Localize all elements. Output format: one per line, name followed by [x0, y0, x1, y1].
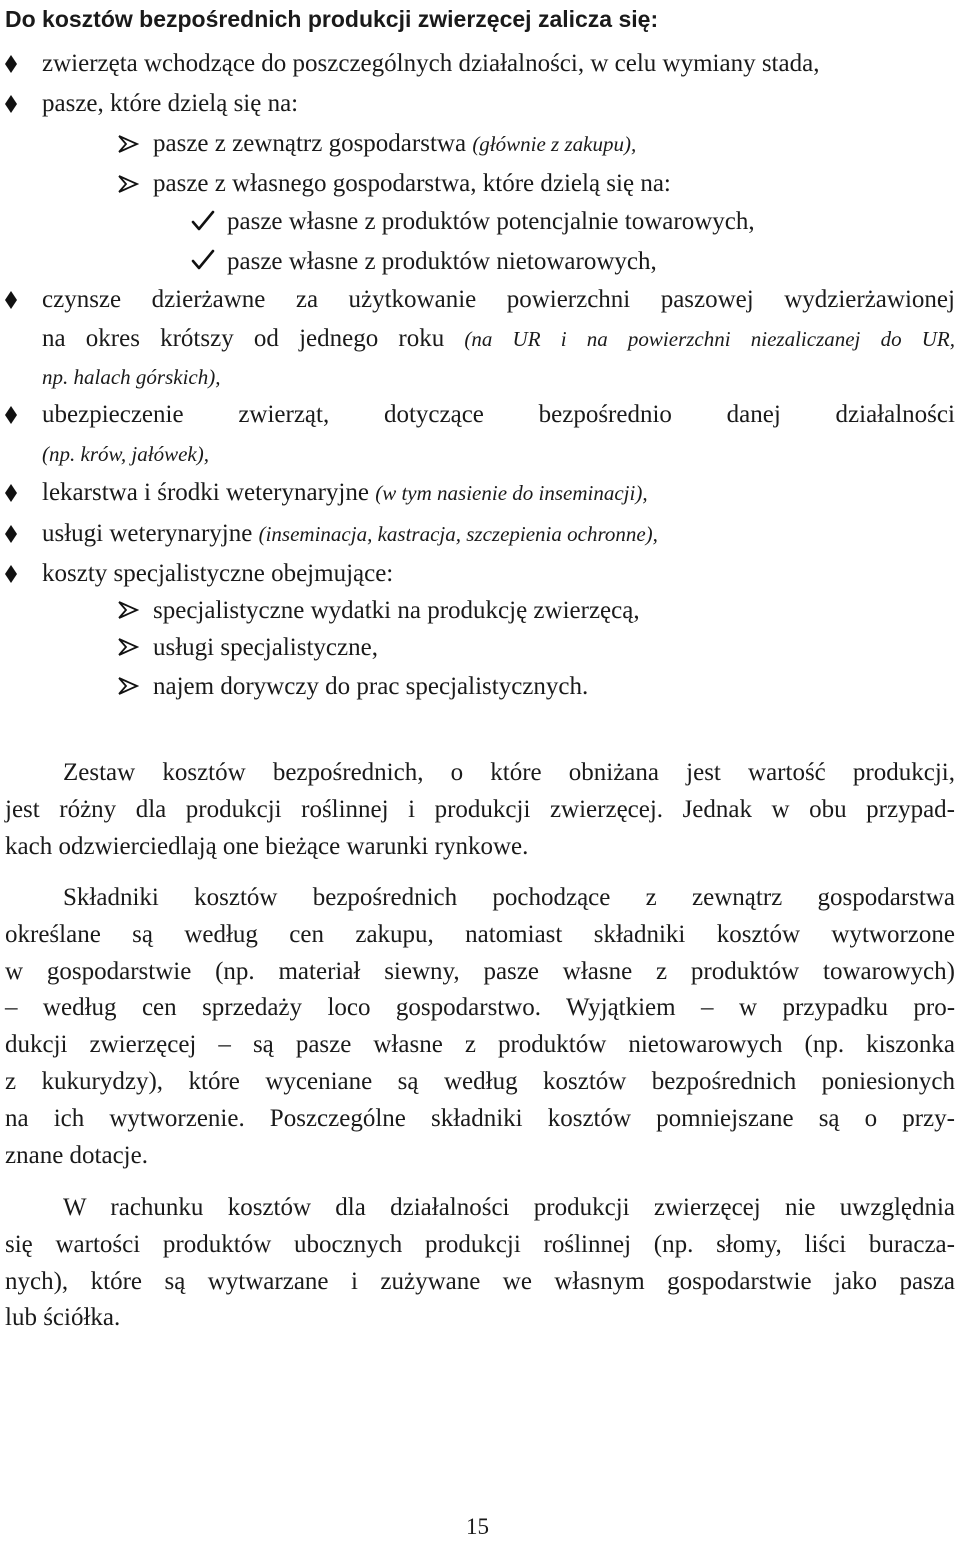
list-item-note: (w tym nasienie do inseminacji),: [375, 481, 648, 505]
arrowhead-bullet-icon: [117, 134, 139, 154]
diamond-bullet-icon: [4, 483, 18, 503]
list-item-note: (np. krów, jałówek),: [42, 442, 209, 466]
paragraph: [5, 755, 955, 865]
list-item-note: (głównie z zakupu),: [472, 132, 637, 156]
list-item: specjalistyczne wydatki na produkcję zwierzęcą,: [153, 597, 640, 624]
paragraph-line: Zestaw kosztów bezpośrednich, o które obniżana jest wartość produkcji,: [63, 759, 955, 786]
paragraph-line: z kukurydzy), które wyceniane są według kosztów bezpośrednich poniesionych: [5, 1067, 955, 1095]
list-item-justified: czynsze dzierżawne za użytkowanie powierzchni paszowej wydzierżawionej: [42, 286, 955, 313]
paragraph-line: się wartości produktów ubocznych produkcji roślinnej (np. słomy, liści buracza-: [5, 1230, 955, 1258]
list-item: pasze z zewnątrz gospodarstwa (głównie z zakupu),: [153, 130, 637, 157]
list-item-note: np. halach górskich),: [42, 365, 221, 389]
list-item: pasze z własnego gospodarstwa, które dzielą się na:: [153, 170, 671, 197]
list-item: pasze własne z produktów nietowarowych,: [227, 248, 657, 275]
paragraph: [5, 1190, 955, 1337]
diamond-bullet-icon: [4, 290, 18, 310]
list-item-justified: ubezpieczenie zwierząt, dotyczące bezpośrednio danej działalności: [42, 401, 955, 428]
list-item: zwierzęta wchodzące do poszczególnych działalności, w celu wymiany stada,: [42, 50, 820, 77]
paragraph-line: w gospodarstwie (np. materiał siewny, pasze własne z produktów towarowych): [5, 957, 955, 985]
diamond-bullet-icon: [4, 54, 18, 74]
list-item: najem dorywczy do prac specjalistycznych.: [153, 673, 589, 700]
diamond-bullet-icon: [4, 405, 18, 425]
paragraph-line: znane dotacje.: [5, 1141, 148, 1169]
list-item: koszty specjalistyczne obejmujące:: [42, 560, 394, 587]
paragraph-line: W rachunku kosztów dla działalności produkcji zwierzęcej nie uwzględnia: [63, 1194, 956, 1221]
diamond-bullet-icon: [4, 524, 18, 544]
list-item: usługi weterynaryjne (inseminacja, kastracja, szczepienia ochronne),: [42, 520, 658, 547]
paragraph-line: określane są według cen zakupu, natomiast składniki kosztów wytworzone: [5, 920, 955, 948]
arrowhead-bullet-icon: [117, 174, 139, 194]
diamond-bullet-icon: [4, 94, 18, 114]
list-item: pasze, które dzielą się na:: [42, 90, 299, 117]
list-item: pasze własne z produktów potencjalnie towarowych,: [227, 208, 755, 235]
paragraph-line: jest różny dla produkcji roślinnej i produkcji zwierzęcej. Jednak w obu przypad-: [5, 795, 955, 823]
paragraph: [5, 880, 955, 1174]
list-item-justified: na okres krótszy od jednego roku (na UR i na powierzchni niezaliczanej do UR,: [42, 325, 955, 352]
arrowhead-bullet-icon: [117, 600, 139, 620]
list-item: lekarstwa i środki weterynaryjne (w tym nasienie do inseminacji),: [42, 479, 648, 506]
arrowhead-bullet-icon: [117, 676, 139, 696]
paragraph-line: – według cen sprzedaży loco gospodarstwo. Wyjątkiem – w przypadku pro-: [5, 994, 956, 1022]
checkmark-icon: [191, 249, 215, 271]
page-number: 15: [466, 1514, 489, 1539]
paragraph-line: kach odzwierciedlają one bieżące warunki rynkowe.: [5, 832, 529, 860]
list-item: usługi specjalistyczne,: [153, 634, 378, 661]
paragraph-line: dukcji zwierzęcej – są pasze własne z produktów nietowarowych (np. kiszonka: [5, 1031, 955, 1059]
list-item-note: (inseminacja, kastracja, szczepienia ochronne),: [258, 522, 658, 546]
diamond-bullet-icon: [4, 564, 18, 584]
paragraph-line: na ich wytworzenie. Poszczególne składniki kosztów pomniejszane są o przy-: [5, 1104, 955, 1132]
paragraph-line: Składniki kosztów bezpośrednich pochodzące z zewnątrz gospodarstwa: [63, 884, 955, 911]
section-heading: Do kosztów bezpośrednich produkcji zwierzęcej zalicza się:: [5, 6, 659, 32]
arrowhead-bullet-icon: [117, 637, 139, 657]
paragraph-line: lub ściółka.: [5, 1304, 121, 1332]
paragraph-line: nych), które są wytwarzane i zużywane we własnym gospodarstwie jako pasza: [5, 1267, 956, 1295]
checkmark-icon: [191, 210, 215, 232]
